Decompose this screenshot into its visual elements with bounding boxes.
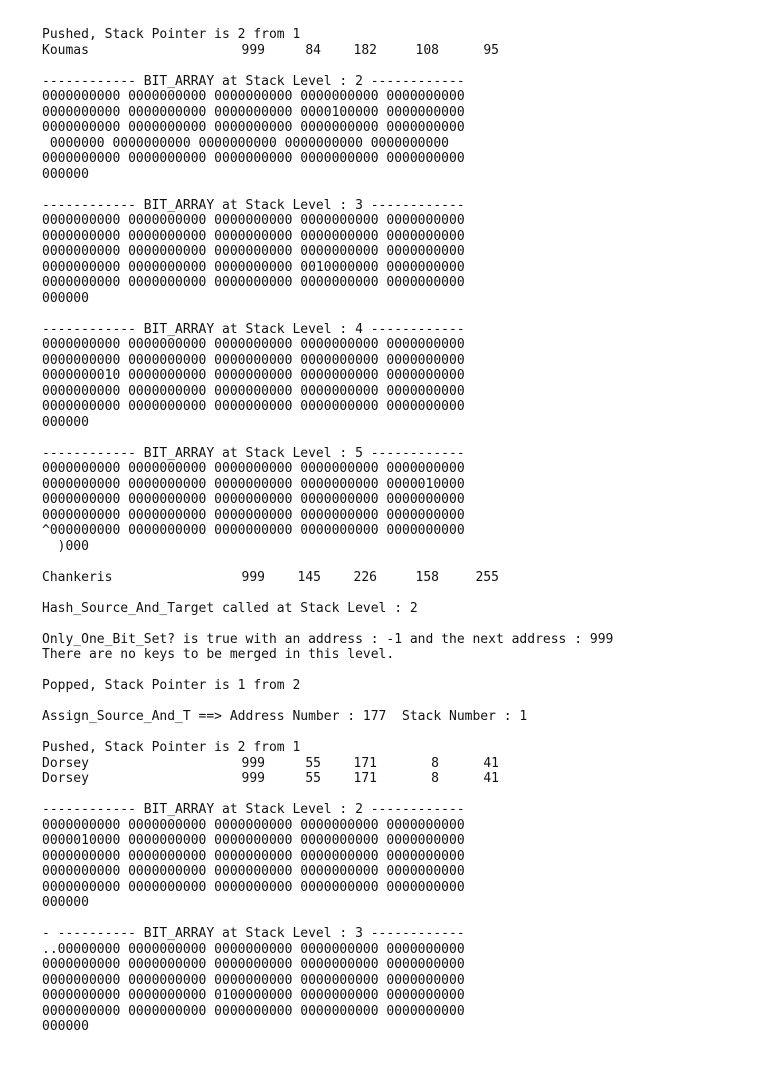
record-value: 8 <box>431 755 439 771</box>
record-value: 182 <box>353 42 377 58</box>
bit-array-row: 0000000000 0000000000 0000000000 0000000000 0000000000 <box>42 864 465 879</box>
bit-array-row: ^000000000 0000000000 0000000000 0000000000 0000000000 <box>42 523 465 538</box>
bit-array-row: ..00000000 0000000000 0000000000 0000000000 0000000000 <box>42 941 465 957</box>
bit-array-block <box>42 802 742 911</box>
bit-array-row: 000000 <box>42 166 89 182</box>
bit-array-row: 0000000000 0000000000 0000000000 0000000000 0000010000 <box>42 476 465 492</box>
record-row <box>42 43 742 59</box>
bit-array-row: 0000000000 0000000000 0000000000 0000000000 0000000000 <box>42 228 465 244</box>
bit-array-block <box>42 926 742 1035</box>
record-value: 145 <box>297 569 321 585</box>
bit-array-row: 0000000000 0000000000 0000000000 0000000000 0000000000 <box>42 120 465 135</box>
bit-array-row: 0000000000 0000000000 0000000000 0000000000 0000000000 <box>42 817 465 833</box>
bit-array-row: 0000000000 0000000000 0000000000 0000000000 0000000000 <box>42 879 465 895</box>
bit-array-block <box>42 322 742 431</box>
bit-array-row: )000 <box>42 538 89 554</box>
record-value: 41 <box>483 755 499 771</box>
bit-array-header: ------------ BIT_ARRAY at Stack Level : 5 ------------ <box>42 445 465 461</box>
bit-array-row: 0000000000 0000000000 0000000000 0000000000 0000000000 <box>42 399 465 414</box>
bit-array-row: 0000000 0000000000 0000000000 0000000000 0000000000 <box>42 135 449 151</box>
record-value: 8 <box>431 771 439 786</box>
bit-array-row: 0000000000 0000000000 0000000000 0000000000 0000000000 <box>42 244 465 259</box>
bit-array-row: 0000000000 0000000000 0000000000 0000000000 0000000000 <box>42 507 465 523</box>
bit-array-row: 0000000000 0000000000 0000000000 0000000000 0000000000 <box>42 151 465 166</box>
record-row <box>42 570 742 586</box>
bit-array-row: 0000000000 0000000000 0000000000 0000000000 0000000000 <box>42 337 465 352</box>
assign-message: Assign_Source_And_T ==> Address Number : 177 Stack Number : 1 <box>42 709 528 724</box>
bit-array-row: 0000000000 0000000000 0000000000 0000000000 0000000000 <box>42 352 465 368</box>
record-value: 41 <box>483 771 499 786</box>
bit-array-header: ------------ BIT_ARRAY at Stack Level : 2 ------------ <box>42 73 465 89</box>
record-value: 171 <box>353 755 377 771</box>
bit-array-row: 0000000000 0000000000 0000000000 0000000000 0000000000 <box>42 848 465 864</box>
pop-message: Popped, Stack Pointer is 1 from 2 <box>42 678 301 693</box>
bit-array-header: - ---------- BIT_ARRAY at Stack Level : 3 ------------ <box>42 926 465 941</box>
record-value: 55 <box>305 771 321 786</box>
bit-array-row: 000000 <box>42 414 89 430</box>
record-value: 255 <box>475 569 499 585</box>
push-message: Pushed, Stack Pointer is 2 from 1 <box>42 740 301 755</box>
record-value: 999 <box>241 771 265 786</box>
record-name: Dorsey <box>42 755 89 771</box>
record-value: 84 <box>305 42 321 58</box>
record-name: Koumas <box>42 42 89 58</box>
bit-array-block <box>42 446 742 555</box>
record-value: 158 <box>415 569 439 585</box>
bit-array-row: 0000000000 0000000000 0100000000 0000000000 0000000000 <box>42 988 465 1003</box>
bit-array-header: ------------ BIT_ARRAY at Stack Level : 4 ------------ <box>42 321 465 337</box>
bit-array-row: 0000000000 0000000000 0000000000 0000000000 0000000000 <box>42 492 465 507</box>
bit-array-row: 0000000000 0000000000 0000000000 0000000000 0000000000 <box>42 383 465 399</box>
bit-array-row: 000000 <box>42 895 89 910</box>
bit-array-row: 0000010000 0000000000 0000000000 0000000000 0000000000 <box>42 833 465 848</box>
record-row <box>42 771 742 787</box>
record-value: 55 <box>305 755 321 771</box>
record-value: 999 <box>241 42 265 58</box>
bit-array-block <box>42 74 742 183</box>
bit-array-row: 000000 <box>42 1019 89 1034</box>
bit-array-block <box>42 198 742 307</box>
record-value: 226 <box>353 569 377 585</box>
bit-array-row: 0000000000 0000000000 0000000000 0000000000 0000000000 <box>42 275 465 290</box>
only-one-bit-message: Only_One_Bit_Set? is true with an address : -1 and the next address : 999 <box>42 631 614 647</box>
record-value: 999 <box>241 569 265 585</box>
record-row <box>42 756 742 772</box>
record-value: 95 <box>483 42 499 58</box>
bit-array-row: 0000000000 0000000000 0000000000 0000000000 0000000000 <box>42 957 465 972</box>
bit-array-header: ------------ BIT_ARRAY at Stack Level : 2 ------------ <box>42 802 465 817</box>
bit-array-row: 0000000000 0000000000 0000000000 0000000000 0000000000 <box>42 89 465 104</box>
bit-array-row: 000000 <box>42 290 89 306</box>
record-value: 171 <box>353 771 377 786</box>
record-value: 108 <box>415 42 439 58</box>
bit-array-header: ------------ BIT_ARRAY at Stack Level : 3 ------------ <box>42 197 465 213</box>
record-name: Chankeris <box>42 569 113 585</box>
printout-page <box>42 27 742 1035</box>
bit-array-row: 0000000010 0000000000 0000000000 0000000000 0000000000 <box>42 368 465 383</box>
bit-array-row: 0000000000 0000000000 0000000000 0000000000 0000000000 <box>42 213 465 228</box>
hash-message: Hash_Source_And_Target called at Stack Level : 2 <box>42 600 418 616</box>
bit-array-row: 0000000000 0000000000 0000000000 0000100000 0000000000 <box>42 104 465 120</box>
bit-array-row: 0000000000 0000000000 0000000000 0010000000 0000000000 <box>42 259 465 275</box>
record-name: Dorsey <box>42 771 89 786</box>
bit-array-row: 0000000000 0000000000 0000000000 0000000000 0000000000 <box>42 1003 465 1019</box>
record-value: 999 <box>241 755 265 771</box>
bit-array-row: 0000000000 0000000000 0000000000 0000000000 0000000000 <box>42 461 465 476</box>
bit-array-row: 0000000000 0000000000 0000000000 0000000000 0000000000 <box>42 972 465 988</box>
no-keys-message: There are no keys to be merged in this level. <box>42 647 395 662</box>
push-message: Pushed, Stack Pointer is 2 from 1 <box>42 27 301 42</box>
